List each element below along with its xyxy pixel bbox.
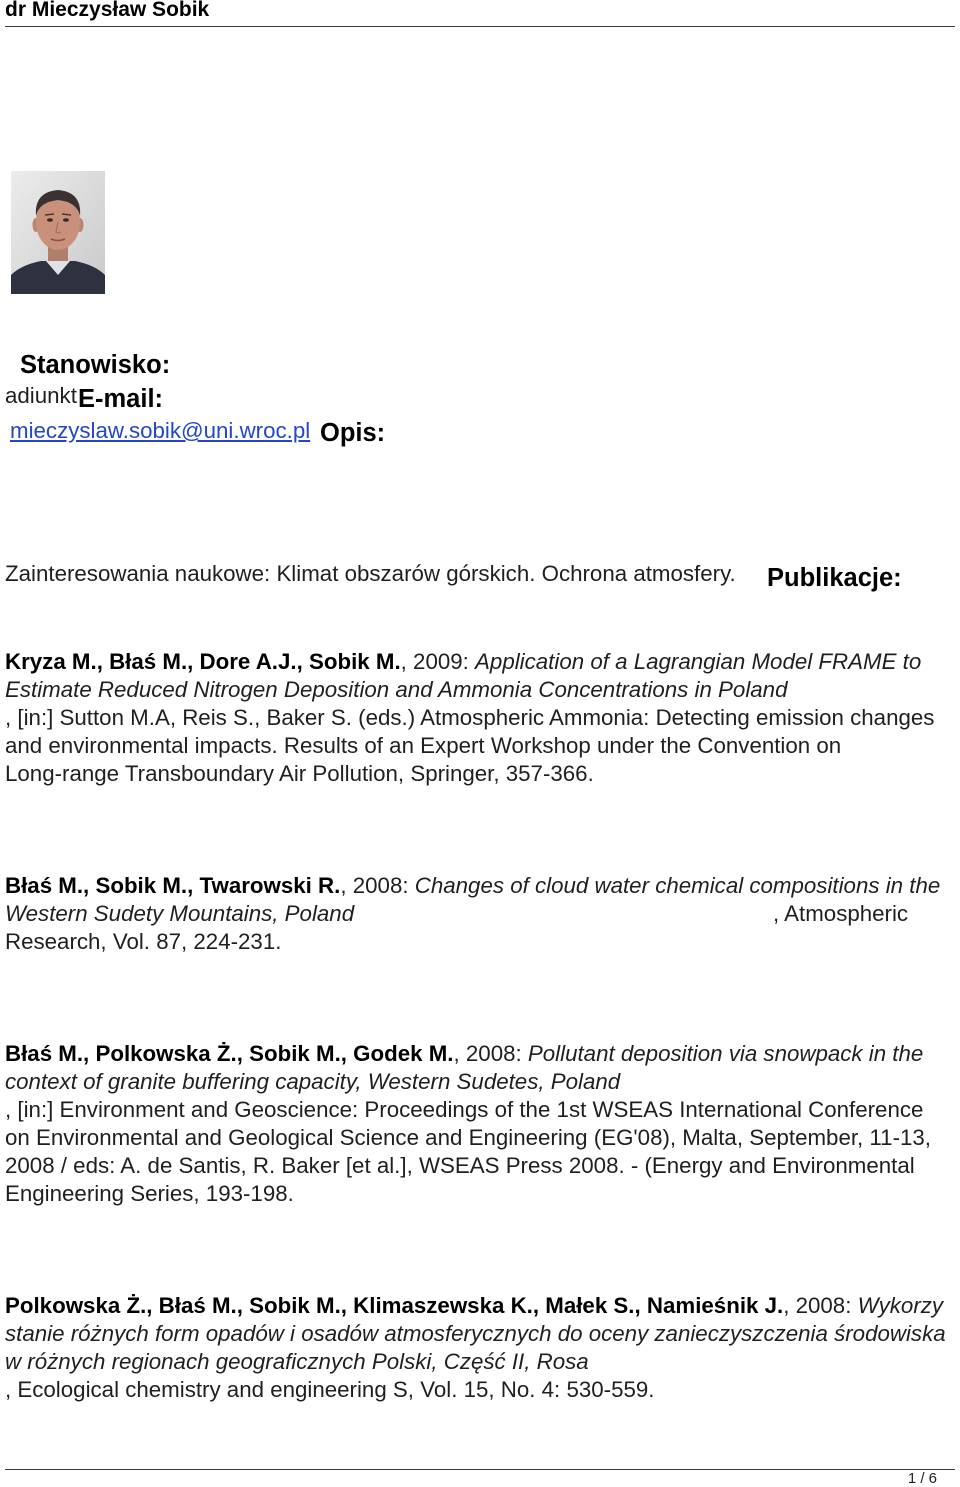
photo-left-eye	[47, 218, 53, 222]
publication-line	[5, 1376, 654, 1404]
publication-source-line: Long-range Transboundary Air Pollution, Springer, 357-366.	[5, 761, 594, 786]
publication-title-line: context of granite buffering capacity, Western Sudetes, Poland	[5, 1069, 621, 1094]
email-link[interactable]: mieczyslaw.sobik@uni.wroc.pl	[10, 418, 311, 443]
email-label: E-mail:	[78, 385, 164, 413]
publication-line	[5, 704, 934, 732]
publication-line	[5, 760, 594, 788]
publication-line	[5, 1152, 915, 1180]
publication-line	[5, 1040, 923, 1068]
publication-authors: Błaś M., Sobik M., Twarowski R.	[5, 873, 341, 898]
publication-line	[5, 648, 921, 676]
publication-title-line: Western Sudety Mountains, Poland	[5, 901, 355, 926]
publication-title-line: stanie różnych form opadów i osadów atmosferycznych do oceny zanieczyszczenia środowiska	[5, 1321, 946, 1346]
publication-title-line: Estimate Reduced Nitrogen Deposition and Ammonia Concentrations in Poland	[5, 677, 788, 702]
description-label: Opis:	[320, 419, 386, 447]
publication-line	[5, 1320, 946, 1348]
publication-title-line: Wykorzy	[857, 1293, 944, 1318]
publication-source-line: Research, Vol. 87, 224-231.	[5, 929, 282, 954]
position-label: Stanowisko:	[20, 351, 171, 379]
publication-line	[5, 1292, 943, 1320]
publication-source-line: and environmental impacts. Results of an Expert Workshop under the Convention on	[5, 733, 842, 758]
publication-title-line: w różnych regionach geograficznych Polski, Część II, Rosa	[5, 1349, 589, 1374]
publications-label: Publikacje:	[767, 564, 902, 592]
publication-line	[5, 872, 940, 900]
publication-authors: Błaś M., Polkowska Ż., Sobik M., Godek M.	[5, 1041, 454, 1066]
publication-title-line: Application of a Lagrangian Model FRAME to	[475, 649, 922, 674]
page-header-title: dr Mieczysław Sobik	[5, 0, 210, 21]
publication-year: , 2008:	[783, 1293, 858, 1318]
publication-title-line: Pollutant deposition via snowpack in the	[527, 1041, 924, 1066]
header-divider	[5, 26, 955, 27]
publication-line	[5, 1068, 620, 1096]
publication-line	[5, 1348, 589, 1376]
publication-year: , 2008:	[453, 1041, 528, 1066]
profile-photo	[11, 171, 105, 294]
publication-line	[5, 1096, 923, 1124]
publication-line	[5, 900, 354, 928]
publication-line	[5, 928, 281, 956]
publication-source-line: , [in:] Sutton M.A, Reis S., Baker S. (eds.) Atmospheric Ammonia: Detecting emission changes	[5, 705, 935, 730]
publication-authors: Kryza M., Błaś M., Dore A.J., Sobik M.	[5, 649, 401, 674]
publication-source-line: 2008 / eds: A. de Santis, R. Baker [et al.], WSEAS Press 2008. - (Energy and Environmental	[5, 1153, 915, 1178]
publication-line	[5, 1124, 931, 1152]
publication-source-line: , Ecological chemistry and engineering S, Vol. 15, No. 4: 530-559.	[5, 1377, 655, 1402]
publication-line	[5, 676, 787, 704]
research-interests-text: Zainteresowania naukowe: Klimat obszarów górskich. Ochrona atmosfery.	[5, 561, 736, 586]
publication-source-line: on Environmental and Geological Science and Engineering (EG'08), Malta, September, 11-13,	[5, 1125, 931, 1150]
publication-year: , 2009:	[400, 649, 476, 674]
publication-line	[5, 732, 841, 760]
publication-source-line: , Atmospheric	[773, 901, 909, 926]
position-value: adiunkt	[5, 383, 77, 408]
footer-divider	[5, 1469, 955, 1470]
publication-authors: Polkowska Ż., Błaś M., Sobik M., Klimaszewska K., Małek S., Namieśnik J.	[5, 1293, 784, 1318]
publication-year: , 2008:	[340, 873, 415, 898]
publication-source-line: , [in:] Environment and Geoscience: Proceedings of the 1st WSEAS International Conference	[5, 1097, 924, 1122]
photo-right-eye	[63, 218, 69, 222]
page-number: 1 / 6	[907, 1470, 937, 1487]
publication-source-line: Engineering Series, 193-198.	[5, 1181, 294, 1206]
publication-title-line: Changes of cloud water chemical compositions in the	[414, 873, 941, 898]
publication-line	[5, 1180, 294, 1208]
